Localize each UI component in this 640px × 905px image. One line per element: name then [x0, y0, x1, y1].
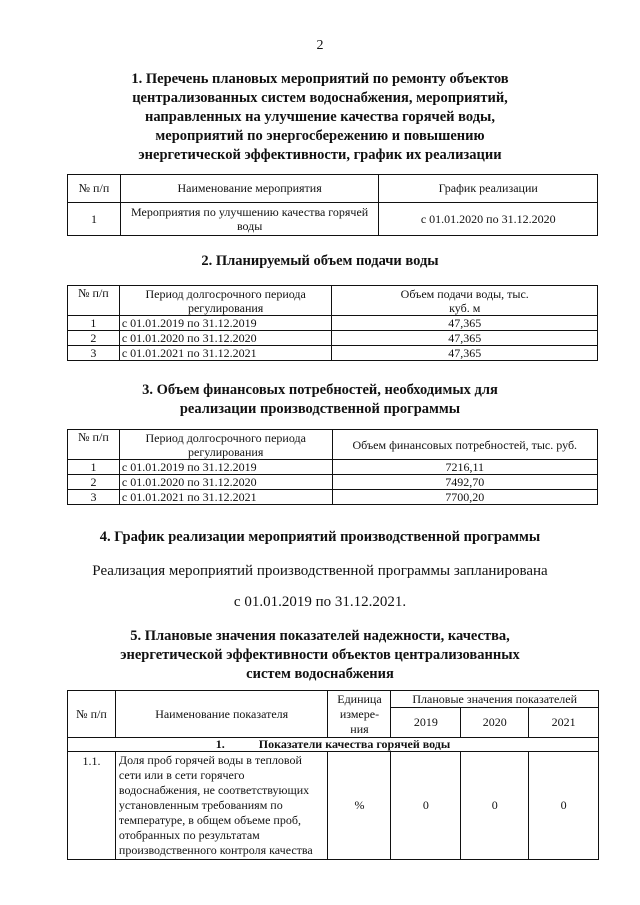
col-header-num: № п/п: [68, 286, 120, 316]
cell-period: с 01.01.2020 по 31.12.2020: [119, 331, 332, 346]
cell-period: с 01.01.2019 по 31.12.2019: [119, 460, 332, 475]
cell-num: 1.1.: [68, 752, 116, 860]
table-header-row: [68, 175, 598, 203]
cell-num: 1: [68, 203, 121, 236]
col-header-num: № п/п: [68, 175, 121, 203]
section1-table: [67, 174, 598, 236]
cell-value: 7492,70: [332, 475, 597, 490]
col-header-num: № п/п: [68, 430, 120, 460]
col-header-volume: Объем подачи воды, тыс. куб. м: [332, 286, 598, 316]
group-row: [68, 738, 599, 752]
cell-unit: %: [328, 752, 391, 860]
cell-value-2021: 0: [529, 752, 599, 860]
section5-title-line: систем водоснабжения: [246, 666, 394, 682]
cell-period: с 01.01.2020 по 31.12.2020: [119, 475, 332, 490]
cell-period: с 01.01.2019 по 31.12.2019: [119, 316, 332, 331]
section5-title-line: энергетической эффективности объектов централизованных: [120, 647, 520, 663]
section4-text-line2: с 01.01.2019 по 31.12.2021.: [233, 594, 407, 610]
table-header-row: [68, 691, 599, 708]
cell-value: 7216,11: [332, 460, 597, 475]
col-header-unit: Единица измере-ния: [328, 691, 391, 738]
group-number: 1.: [215, 737, 225, 751]
group-title: [68, 738, 599, 752]
group-label: Показатели качества горячей воды: [258, 737, 451, 751]
section3-title-line: реализации производственной программы: [179, 401, 461, 417]
section3-title-line: 3. Объем финансовых потребностей, необходимых для: [142, 382, 498, 398]
table-row: [68, 490, 598, 505]
cell-num: 2: [68, 475, 120, 490]
cell-num: 1: [68, 316, 120, 331]
page-number: 2: [316, 38, 324, 53]
cell-value: 47,365: [332, 316, 598, 331]
section1-title: [60, 70, 580, 165]
table-row: [68, 203, 598, 236]
table-header-row: [68, 430, 598, 460]
section2-table: [67, 285, 598, 361]
col-header-name: Наименование мероприятия: [120, 175, 379, 203]
cell-value-2019: 0: [391, 752, 461, 860]
section1-title-line: энергетической эффективности, график их реализации: [138, 147, 502, 163]
section1-title-line: централизованных систем водоснабжения, мероприятий,: [132, 90, 508, 106]
col-header-period: Период долгосрочного периода регулирования: [119, 286, 332, 316]
cell-num: 2: [68, 331, 120, 346]
table-row: [68, 316, 598, 331]
cell-value-2020: 0: [461, 752, 529, 860]
cell-value: 47,365: [332, 331, 598, 346]
section1-title-line: 1. Перечень плановых мероприятий по ремонту объектов: [131, 71, 509, 87]
cell-num: 3: [68, 346, 120, 361]
cell-period: с 01.01.2021 по 31.12.2021: [119, 346, 332, 361]
table-row: [68, 346, 598, 361]
cell-schedule: с 01.01.2020 по 31.12.2020: [379, 203, 598, 236]
section4-text-line1: Реализация мероприятий производственной программы запланирована: [92, 563, 548, 579]
section3-table: [67, 429, 598, 505]
section3-title: [60, 381, 580, 419]
section4-title: 4. График реализации мероприятий производственной программы: [99, 529, 541, 545]
table-row: [68, 475, 598, 490]
cell-value: 47,365: [332, 346, 598, 361]
col-header-indicator: Наименование показателя: [115, 691, 328, 738]
cell-num: 3: [68, 490, 120, 505]
col-header-finance: Объем финансовых потребностей, тыс. руб.: [332, 430, 597, 460]
section1-title-line: мероприятий по энергосбережению и повышению: [155, 128, 485, 144]
section5-table: [67, 690, 599, 860]
col-header-year: 2020: [461, 708, 529, 738]
col-header-plan: Плановые значения показателей: [391, 691, 599, 708]
cell-indicator: Доля проб горячей воды в тепловой сети или в сети горячего водоснабжения, не соответствующих установленным требованиям по температуре, в общем объеме проб, отобранных по результатам производственного контроля качества: [115, 752, 328, 860]
section5-title-line: 5. Плановые значения показателей надежности, качества,: [130, 628, 510, 644]
section5-title: [40, 627, 600, 684]
table-row: [68, 331, 598, 346]
cell-num: 1: [68, 460, 120, 475]
section1-title-line: направленных на улучшение качества горячей воды,: [144, 109, 495, 125]
cell-name: Мероприятия по улучшению качества горячей воды: [120, 203, 379, 236]
col-header-num: № п/п: [68, 691, 116, 738]
col-header-year: 2019: [391, 708, 461, 738]
col-header-period: Период долгосрочного периода регулирования: [119, 430, 332, 460]
table-row: [68, 460, 598, 475]
col-header-year: 2021: [529, 708, 599, 738]
cell-value: 7700,20: [332, 490, 597, 505]
cell-period: с 01.01.2021 по 31.12.2021: [119, 490, 332, 505]
col-header-schedule: График реализации: [379, 175, 598, 203]
table-header-row: [68, 286, 598, 316]
section2-title: 2. Планируемый объем подачи воды: [201, 253, 439, 269]
table-row: [68, 752, 599, 860]
